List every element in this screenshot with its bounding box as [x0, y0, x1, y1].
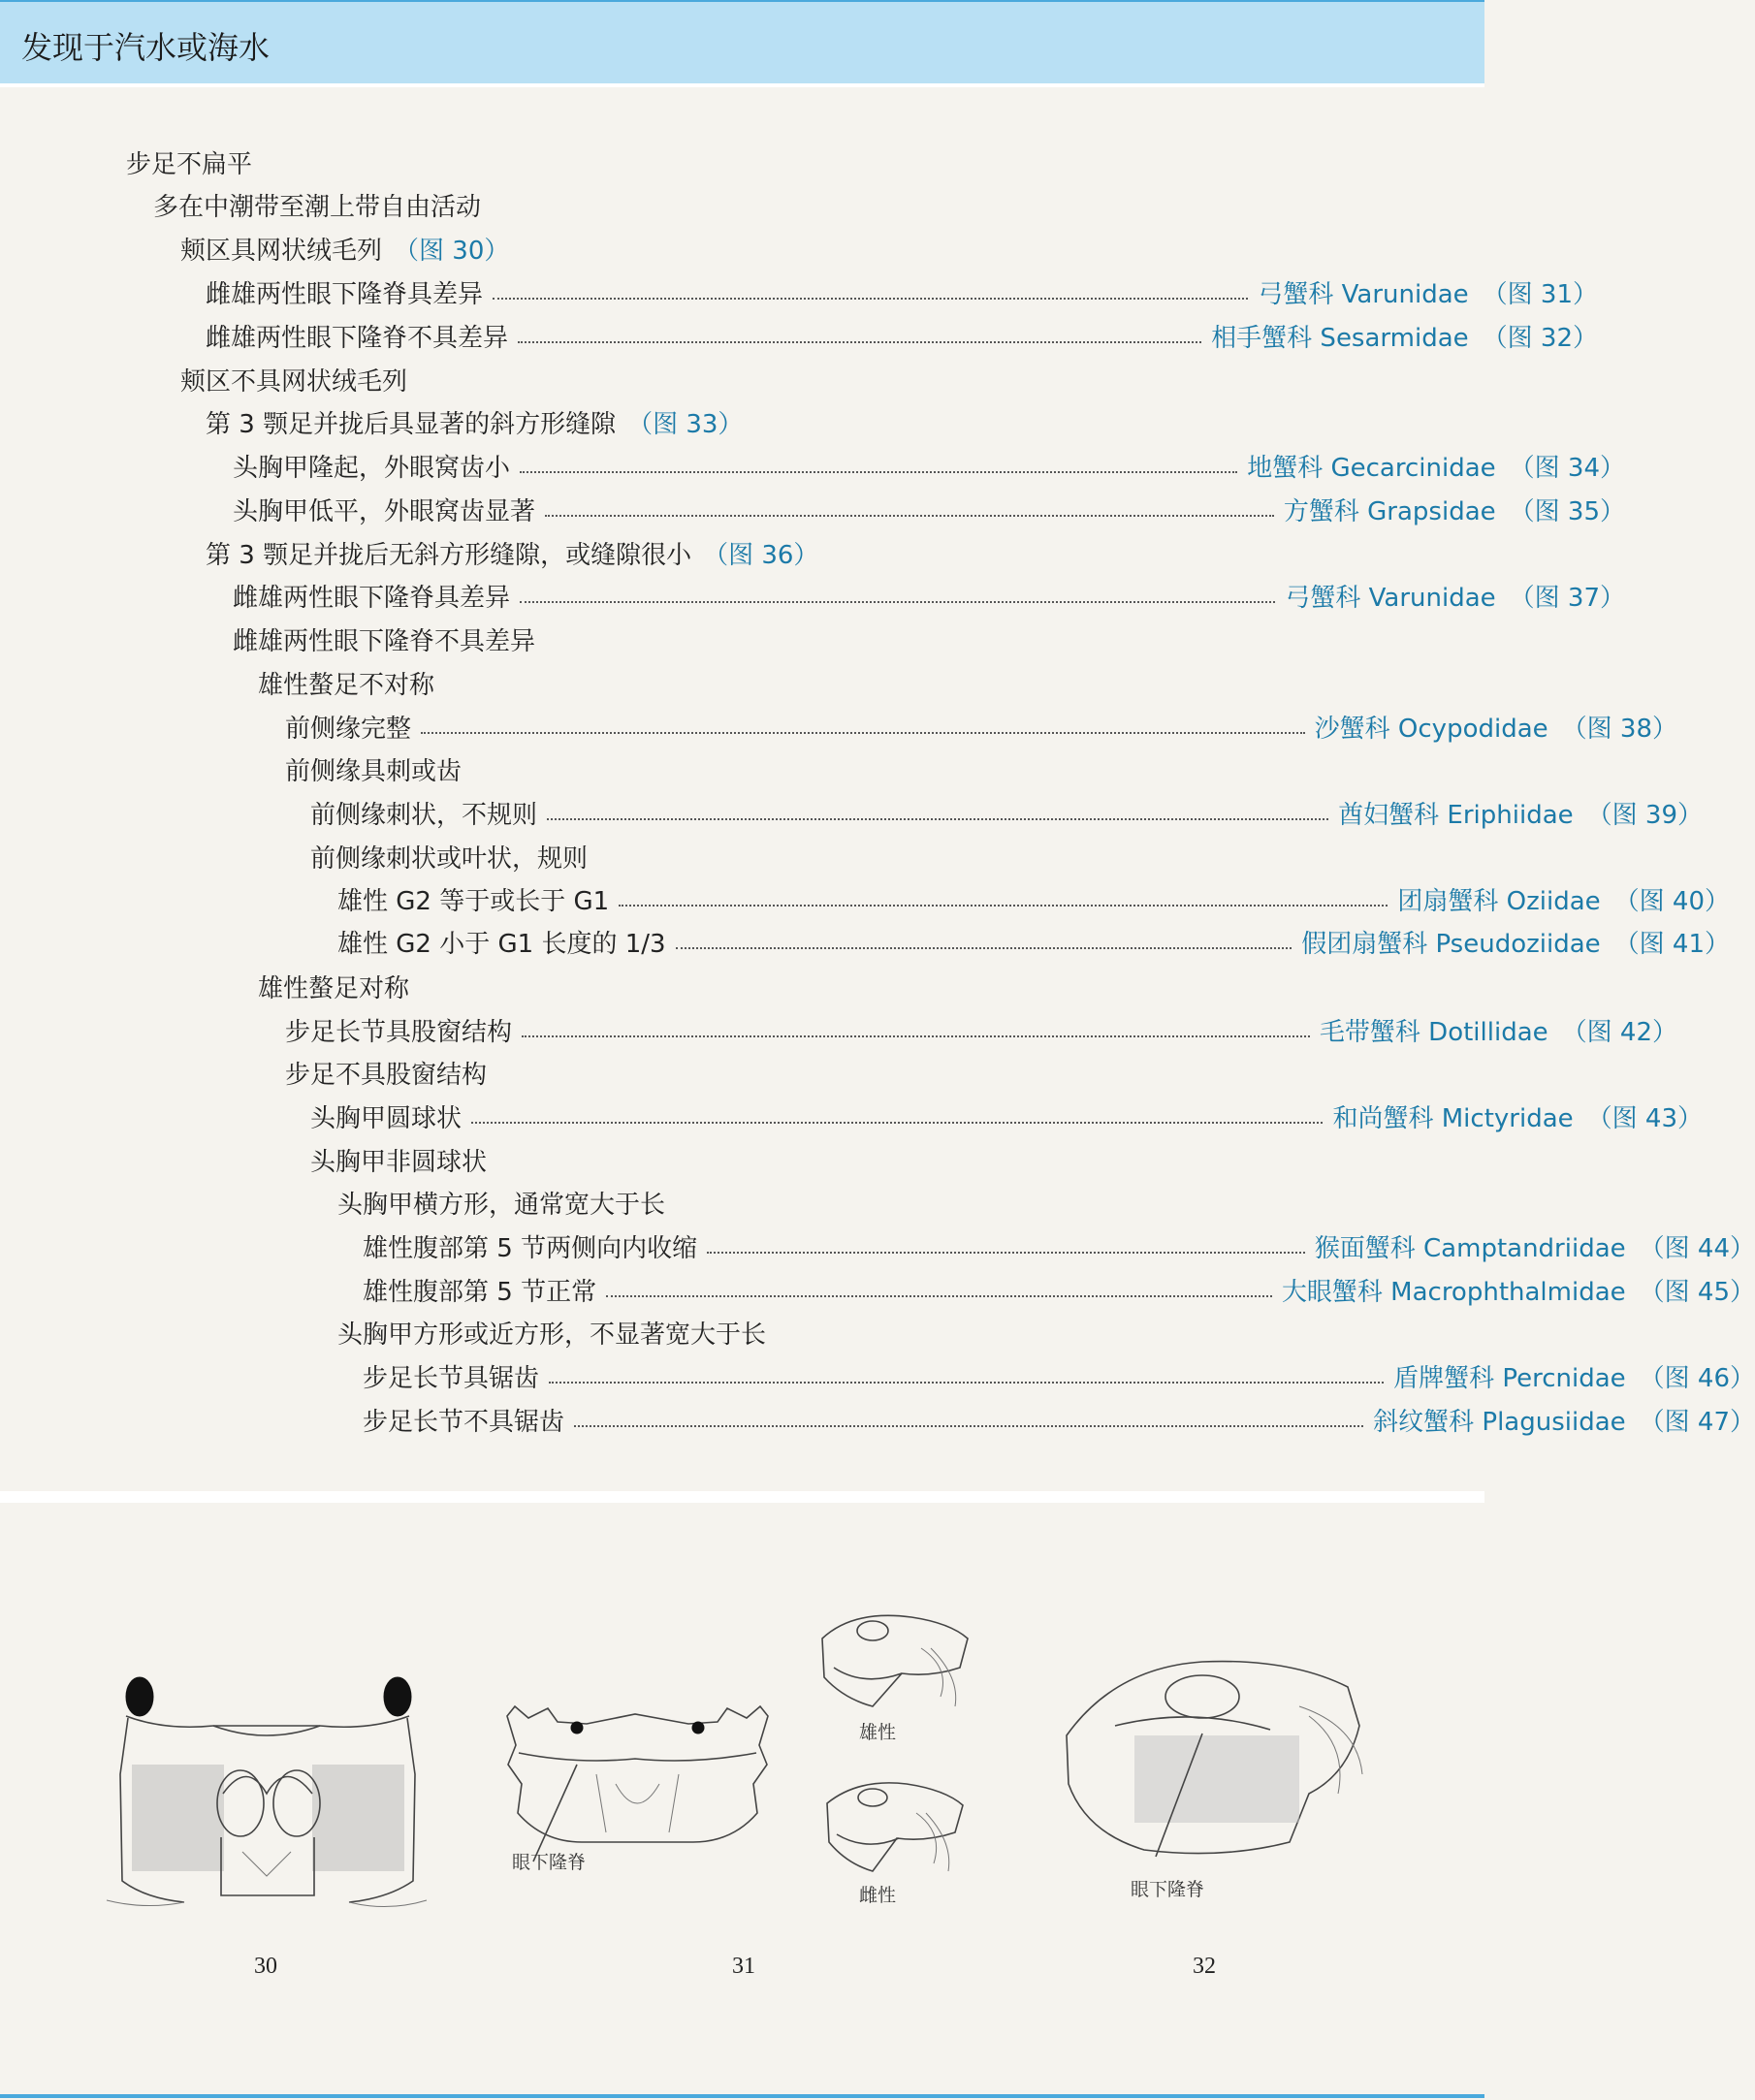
key-line [0, 449, 1625, 488]
key-text: 第 3 颚足并拢后无斜方形缝隙，或缝隙很小 [206, 541, 692, 570]
family-name: 地蟹科 Gecarcinidae [1247, 454, 1496, 483]
family-name: 弓蟹科 Varunidae [1258, 280, 1469, 309]
key-line [0, 1099, 1703, 1138]
family-name: 方蟹科 Grapsidae [1283, 497, 1496, 526]
key-text: 第 3 颚足并拢后具显著的斜方形缝隙 [206, 410, 617, 439]
key-line [0, 1143, 1703, 1182]
key-text: 颊区具网状绒毛列 [180, 237, 383, 266]
figure-reference: （图 43） [1586, 1104, 1703, 1133]
key-result [1397, 882, 1730, 921]
figure-number: 30 [254, 1954, 277, 1979]
key-text: 前侧缘具刺或齿 [285, 757, 463, 786]
key-result [1315, 710, 1677, 748]
key-text: 雌雄两性眼下隆脊具差异 [233, 584, 511, 613]
key-line [0, 579, 1625, 618]
key-line [0, 1403, 1755, 1442]
key-line [0, 840, 1703, 878]
figure-reference: （图 39） [1586, 801, 1703, 830]
key-result [1211, 319, 1598, 358]
key-result [1373, 1403, 1755, 1442]
family-name: 酋妇蟹科 Eriphiidae [1338, 801, 1574, 830]
header-band [0, 0, 1484, 83]
figure-reference: （图 36） [703, 541, 819, 570]
key-result [1332, 1099, 1703, 1138]
figure-reference: （图 30） [394, 237, 510, 266]
page-title: 发现于汽水或海水 [21, 29, 271, 66]
leader-dots [676, 947, 1292, 949]
family-name: 弓蟹科 Varunidae [1285, 584, 1496, 613]
key-text: 头胸甲横方形，通常宽大于长 [337, 1191, 666, 1220]
figure-reference: （图 45） [1639, 1278, 1755, 1307]
key-text: 步足不扁平 [126, 150, 253, 179]
figure-reference: （图 38） [1561, 715, 1677, 744]
family-name: 团扇蟹科 Oziidae [1397, 887, 1601, 916]
family-name: 沙蟹科 Ocypodidae [1314, 715, 1548, 744]
key-result [1301, 925, 1730, 964]
key-result [1320, 1013, 1677, 1052]
figure-reference: （图 33） [627, 410, 744, 439]
key-text: 头胸甲方形或近方形，不显著宽大于长 [337, 1320, 767, 1350]
figure-reference: （图 40） [1613, 887, 1730, 916]
leader-dots [606, 1295, 1272, 1297]
key-line [0, 405, 1598, 444]
key-line [0, 145, 1518, 184]
key-text: 雄性腹部第 5 节两侧向内收缩 [363, 1234, 698, 1263]
key-line [0, 1186, 1730, 1225]
family-name: 假团扇蟹科 Pseudoziidae [1301, 930, 1601, 959]
key-result [1282, 1273, 1755, 1312]
key-result [1247, 449, 1625, 488]
family-name: 猴面蟹科 Camptandriidae [1314, 1234, 1626, 1263]
key-line [0, 188, 1546, 227]
key-line [0, 622, 1625, 661]
key-text: 头胸甲非圆球状 [310, 1148, 488, 1177]
key-result [1285, 579, 1625, 618]
figure-caption: 眼下隆脊 [1131, 1879, 1205, 1900]
key-text: 颊区不具网状绒毛列 [180, 367, 408, 397]
key-result [1258, 275, 1598, 314]
key-text: 前侧缘完整 [285, 715, 412, 744]
key-result [1393, 1359, 1755, 1398]
key-line [0, 1056, 1677, 1095]
figure-reference: （图 47） [1639, 1408, 1755, 1437]
key-text: 步足不具股窗结构 [285, 1061, 488, 1090]
key-line [0, 232, 1573, 270]
figure-reference: （图 34） [1509, 454, 1625, 483]
leader-dots [619, 905, 1388, 907]
figure-reference: （图 46） [1639, 1364, 1755, 1393]
key-result [1284, 493, 1625, 531]
key-line [0, 666, 1650, 705]
leader-dots [547, 818, 1328, 820]
leader-dots [471, 1122, 1323, 1124]
family-name: 毛带蟹科 Dotillidae [1319, 1018, 1548, 1047]
figure-30-illustration [107, 1658, 427, 1920]
key-text: 步足长节不具锯齿 [363, 1408, 565, 1437]
figure-31-female-illustration [819, 1774, 970, 1881]
figure-reference: （图 44） [1639, 1234, 1755, 1263]
key-line [0, 925, 1730, 964]
leader-dots [707, 1252, 1305, 1254]
leader-dots [549, 1382, 1384, 1384]
leader-dots [520, 471, 1237, 473]
key-line [0, 1316, 1730, 1354]
key-result [1338, 796, 1703, 835]
key-line [0, 710, 1677, 748]
section-separator [0, 1491, 1484, 1503]
figure-31-male-illustration [814, 1609, 974, 1716]
leader-dots [520, 601, 1275, 603]
key-text: 雄性螯足不对称 [258, 671, 435, 700]
family-name: 和尚蟹科 Mictyridae [1332, 1104, 1574, 1133]
key-text: 雌雄两性眼下隆脊具差异 [206, 280, 484, 309]
key-line [0, 882, 1730, 921]
identification-key [0, 87, 1755, 1493]
key-line [0, 1229, 1755, 1268]
key-line [0, 1013, 1677, 1052]
key-line [0, 970, 1650, 1008]
leader-dots [545, 515, 1274, 517]
key-text: 头胸甲低平，外眼窝齿显著 [233, 497, 536, 526]
family-name: 盾牌蟹科 Percnidae [1393, 1364, 1626, 1393]
key-text: 步足长节具锯齿 [363, 1364, 540, 1393]
figure-caption: 雄性 [859, 1722, 897, 1743]
key-text: 雄性腹部第 5 节正常 [363, 1278, 597, 1307]
leader-dots [574, 1425, 1363, 1427]
key-text: 头胸甲圆球状 [310, 1104, 463, 1133]
leader-dots [421, 732, 1305, 734]
figure-reference: （图 42） [1561, 1018, 1677, 1047]
key-text: 雄性螯足对称 [258, 974, 410, 1003]
key-text: 雄性 G2 小于 G1 长度的 1/3 [337, 930, 666, 959]
leader-dots [518, 341, 1201, 343]
key-text: 步足长节具股窗结构 [285, 1018, 513, 1047]
key-line [0, 536, 1598, 575]
key-line [0, 1273, 1755, 1312]
figure-reference: （图 35） [1509, 497, 1625, 526]
figure-caption: 雌性 [859, 1885, 897, 1906]
key-line [0, 493, 1625, 531]
leader-dots [493, 298, 1248, 300]
key-text: 多在中潮带至潮上带自由活动 [153, 193, 482, 222]
key-text: 前侧缘刺状或叶状，规则 [310, 844, 589, 874]
family-name: 大眼蟹科 Macrophthalmidae [1281, 1278, 1626, 1307]
figures-panel [0, 1503, 1484, 2094]
bottom-rule [0, 2094, 1484, 2098]
key-line [0, 363, 1573, 401]
key-line [0, 752, 1677, 791]
figure-32-illustration [1057, 1648, 1367, 1871]
figure-caption: 眼下隆脊 [512, 1852, 587, 1873]
key-line [0, 319, 1598, 358]
figure-number: 31 [732, 1954, 755, 1979]
key-text: 雌雄两性眼下隆脊不具差异 [206, 324, 509, 353]
key-line [0, 796, 1703, 835]
family-name: 斜纹蟹科 Plagusiidae [1373, 1408, 1626, 1437]
figure-reference: （图 32） [1482, 324, 1598, 353]
key-text: 雌雄两性眼下隆脊不具差异 [233, 627, 536, 656]
leader-dots [522, 1035, 1310, 1037]
key-text: 雄性 G2 等于或长于 G1 [337, 887, 610, 916]
key-line [0, 275, 1598, 314]
key-result [1315, 1229, 1755, 1268]
figure-reference: （图 31） [1482, 280, 1598, 309]
figure-reference: （图 37） [1509, 584, 1625, 613]
family-name: 相手蟹科 Sesarmidae [1211, 324, 1469, 353]
figure-reference: （图 41） [1613, 930, 1730, 959]
key-text: 前侧缘刺状，不规则 [310, 801, 538, 830]
key-text: 头胸甲隆起，外眼窝齿小 [233, 454, 511, 483]
figure-number: 32 [1193, 1954, 1216, 1979]
key-line [0, 1359, 1755, 1398]
